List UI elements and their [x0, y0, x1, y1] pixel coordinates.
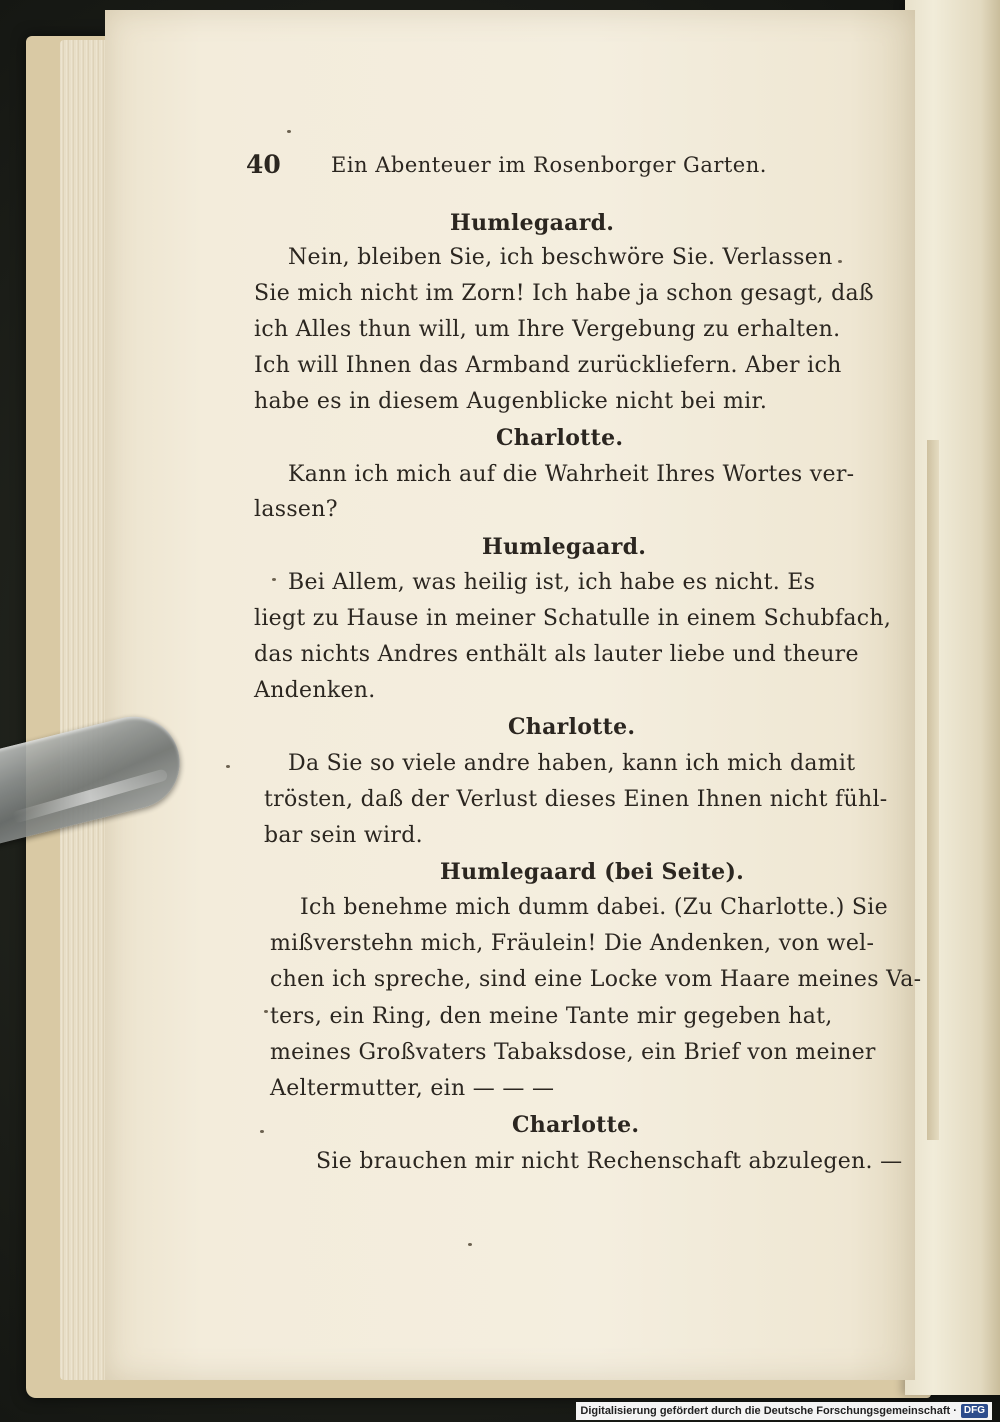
text-line: Ich will Ihnen das Armband zurückliefern. Aber ich: [254, 353, 842, 378]
text-line: mißverstehn mich, Fräulein! Die Andenken, von wel-: [270, 931, 875, 956]
paper-speck: [260, 1130, 264, 1133]
paper-speck: [264, 1010, 268, 1013]
text-line: lassen?: [254, 497, 338, 522]
paper-speck: [287, 130, 291, 133]
paper-speck: [838, 260, 842, 263]
facing-page: [905, 0, 1000, 1395]
text-line: habe es in diesem Augenblicke nicht bei mir.: [254, 389, 768, 414]
running-title: Ein Abenteuer im Rosenborger Garten.: [331, 153, 767, 177]
speaker-line: Charlotte.: [512, 1112, 640, 1138]
paper-speck: [272, 578, 276, 581]
dfg-logo-icon: DFG: [961, 1404, 988, 1418]
text-line: Kann ich mich auf die Wahrheit Ihres Wortes ver-: [288, 462, 855, 487]
page-number: 40: [246, 150, 281, 179]
speaker-line: Humlegaard.: [450, 210, 615, 236]
text-line: Sie mich nicht im Zorn! Ich habe ja schon gesagt, daß: [254, 281, 874, 306]
text-line: chen ich spreche, sind eine Locke vom Haare meines Va-: [270, 967, 922, 992]
text-line: Da Sie so viele andre haben, kann ich mich damit: [288, 751, 856, 776]
paper-speck: [226, 765, 230, 768]
text-line: Andenken.: [254, 678, 376, 703]
page-header: [246, 150, 866, 190]
text-line: Bei Allem, was heilig ist, ich habe es nicht. Es: [288, 570, 816, 595]
text-line: Sie brauchen mir nicht Rechenschaft abzulegen. —: [316, 1149, 903, 1174]
speaker-line: Humlegaard (bei Seite).: [440, 859, 745, 885]
text-line: bar sein wird.: [264, 823, 423, 848]
text-line: ich Alles thun will, um Ihre Vergebung zu erhalten.: [254, 317, 841, 342]
digitization-footer: [576, 1402, 992, 1420]
text-line: ters, ein Ring, den meine Tante mir gegeben hat,: [270, 1004, 833, 1029]
speaker-line: Charlotte.: [508, 714, 636, 740]
text-line: Aeltermutter, ein — — —: [270, 1076, 555, 1101]
text-line: Ich benehme mich dumm dabei. (Zu Charlotte.) Sie: [300, 895, 888, 920]
speaker-line: Humlegaard.: [482, 534, 647, 560]
text-line: meines Großvaters Tabaksdose, ein Brief von meiner: [270, 1040, 876, 1065]
paper-speck: [468, 1243, 472, 1246]
text-line: trösten, daß der Verlust dieses Einen Ihnen nicht fühl-: [264, 787, 888, 812]
text-line: liegt zu Hause in meiner Schatulle in einem Schubfach,: [254, 606, 892, 631]
speaker-line: Charlotte.: [496, 425, 624, 451]
footer-credit: Digitalisierung gefördert durch die Deutsche Forschungsgemeinschaft ·: [580, 1405, 957, 1417]
text-line: das nichts Andres enthält als lauter liebe und theure: [254, 642, 859, 667]
facing-page-gutter: [927, 440, 939, 1140]
text-line: Nein, bleiben Sie, ich beschwöre Sie. Verlassen: [288, 245, 833, 270]
